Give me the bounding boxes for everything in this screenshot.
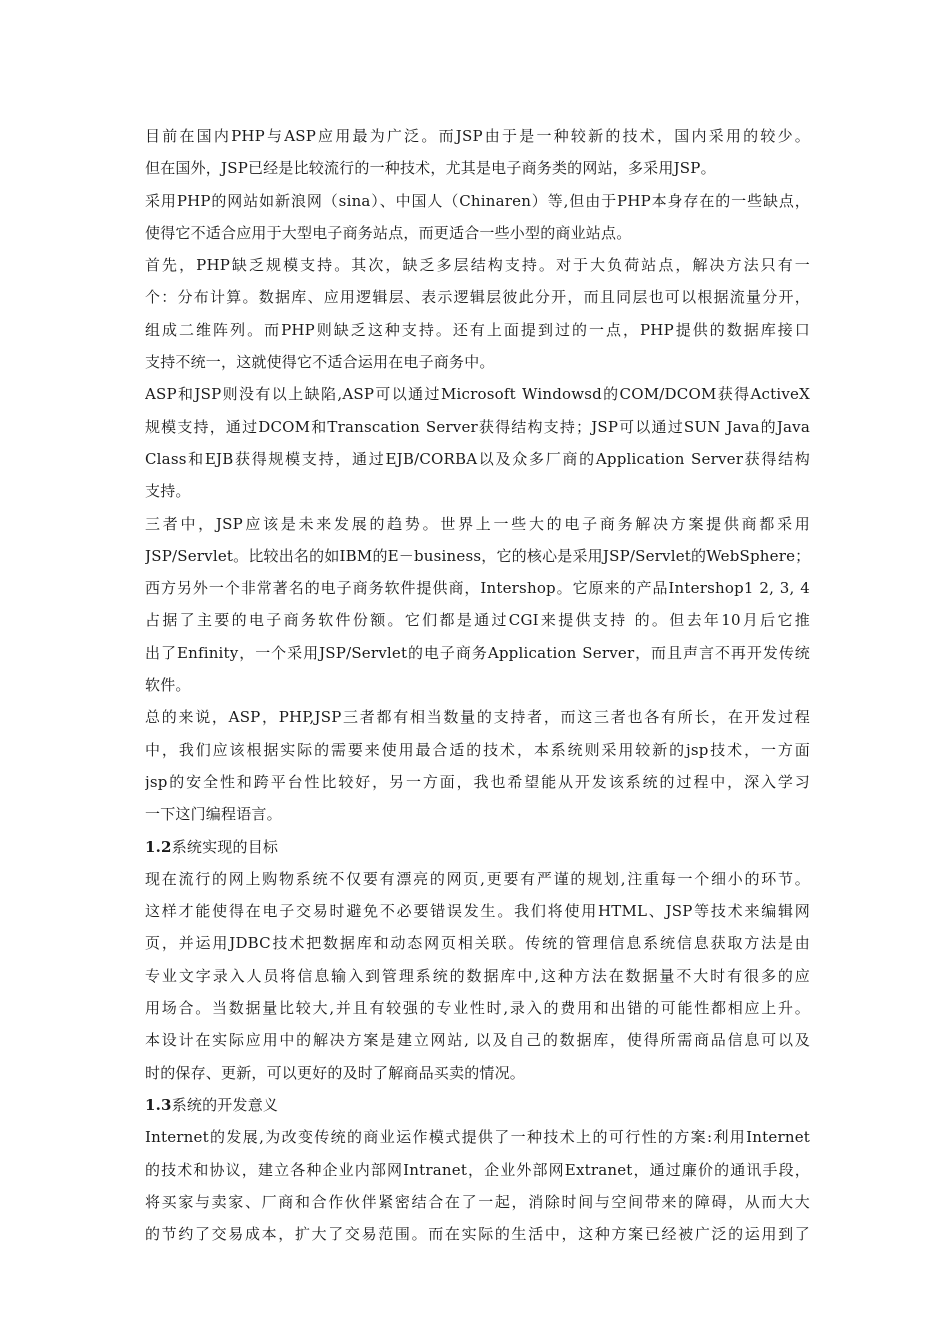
text-line: 西方另外一个非常著名的电子商务软件提供商，Intershop。它原来的产品Intershop1 2, 3, 4	[145, 579, 810, 598]
paragraph	[145, 863, 810, 1089]
text-line: 的节约了交易成本，扩大了交易范围。而在实际的生活中，这种方案已经被广泛的运用到了	[145, 1225, 810, 1244]
text-line: 使得它不适合应用于大型电子商务站点，而更适合一些小型的商业站点。	[145, 223, 632, 242]
text-line: 用场合。当数据量比较大,并且有较强的专业性时,录入的费用和出错的可能性都相应上升。	[145, 999, 810, 1018]
text-line: 支持。	[145, 482, 191, 501]
paragraph	[145, 185, 810, 250]
text-line: 但在国外，JSP已经是比较流行的一种技术，尤其是电子商务类的网站，多采用JSP。	[145, 159, 716, 178]
section-heading-1-2	[145, 831, 810, 863]
text-line: 专业文字录入人员将信息输入到管理系统的数据库中,这种方法在数据量不大时有很多的应	[145, 966, 810, 985]
text-line: 目前在国内PHP与ASP应用最为广泛。而JSP由于是一种较新的技术，国内采用的较少。	[145, 127, 810, 145]
text-line: 首先，PHP缺乏规模支持。其次，缺乏多层结构支持。对于大负荷站点，解决方法只有一	[145, 256, 810, 275]
text-line: 这样才能使得在电子交易时避免不必要错误发生。我们将使用HTML、JSP等技术来编辑网	[145, 902, 810, 921]
text-line: Class和EJB获得规模支持，通过EJB/CORBA以及众多厂商的Application Server获得结构	[145, 449, 810, 468]
paragraph	[145, 701, 810, 830]
section-number: 1.2	[145, 837, 172, 856]
text-line: 个：分布计算。数据库、应用逻辑层、表示逻辑层彼此分开，而且同层也可以根据流量分开，	[145, 288, 810, 307]
text-line: jsp的安全性和跨平台性比较好，另一方面，我也希望能从开发该系统的过程中，深入学习	[145, 772, 810, 791]
text-line: 软件。	[145, 676, 191, 695]
section-title: 系统的开发意义	[171, 1095, 279, 1114]
text-line: 一下这门编程语言。	[145, 805, 282, 824]
text-line: 时的保存、更新，可以更好的及时了解商品买卖的情况。	[145, 1063, 526, 1082]
text-line: 将买家与卖家、厂商和合作伙伴紧密结合在了一起，消除时间与空间带来的障碍，从而大大	[145, 1192, 810, 1211]
paragraph	[145, 120, 810, 185]
text-line: 占据了主要的电子商务软件份额。它们都是通过CGI来提供支持 的。但去年10月后它推	[145, 611, 810, 630]
text-line: 页，并运用JDBC技术把数据库和动态网页相关联。传统的管理信息系统信息获取方法是由	[145, 934, 810, 953]
paragraph	[145, 1121, 810, 1250]
text-line: 中，我们应该根据实际的需要来使用最合适的技术，本系统则采用较新的jsp技术，一方面	[145, 740, 810, 759]
paragraph	[145, 249, 810, 378]
text-line: 支持不统一，这就使得它不适合运用在电子商务中。	[145, 353, 495, 372]
text-line: 出了Enfinity，一个采用JSP/Servlet的电子商务Application Server，而且声言不再开发传统	[145, 643, 810, 662]
paragraph	[145, 378, 810, 507]
text-line: 现在流行的网上购物系统不仅要有漂亮的网页,更要有严谨的规划,注重每一个细小的环节。	[145, 869, 810, 888]
paragraph	[145, 508, 810, 702]
text-line: ASP和JSP则没有以上缺陷,ASP可以通过Microsoft Windowsd的COM/DCOM获得ActiveX	[145, 385, 810, 404]
section-heading-1-3	[145, 1089, 810, 1121]
text-line: Internet的发展,为改变传统的商业运作模式提供了一种技术上的可行性的方案:利用Internet	[145, 1128, 810, 1147]
section-title: 系统实现的目标	[171, 837, 279, 856]
document-page	[145, 120, 810, 1250]
text-line: JSP/Servlet。比较出名的如IBM的E－business，它的核心是采用JSP/Servlet的WebSphere；	[145, 546, 810, 565]
text-line: 规模支持，通过DCOM和Transcation Server获得结构支持；JSP可以通过SUN Java的Java	[145, 417, 810, 436]
text-line: 组成二维阵列。而PHP则缺乏这种支持。还有上面提到过的一点，PHP提供的数据库接口	[145, 320, 810, 339]
text-line: 的技术和协议，建立各种企业内部网Intranet，企业外部网Extranet，通过廉价的通讯手段，	[145, 1160, 810, 1179]
text-line: 采用PHP的网站如新浪网（sina）、中国人（Chinaren）等,但由于PHP本身存在的一些缺点，	[145, 191, 810, 210]
text-line: 总的来说，ASP，PHP,JSP三者都有相当数量的支持者，而这三者也各有所长，在开发过程	[145, 708, 810, 727]
text-line: 三者中，JSP应该是未来发展的趋势。世界上一些大的电子商务解决方案提供商都采用	[145, 514, 810, 533]
section-number: 1.3	[145, 1095, 172, 1114]
text-line: 本设计在实际应用中的解决方案是建立网站, 以及自己的数据库，使得所需商品信息可以及	[145, 1031, 810, 1050]
